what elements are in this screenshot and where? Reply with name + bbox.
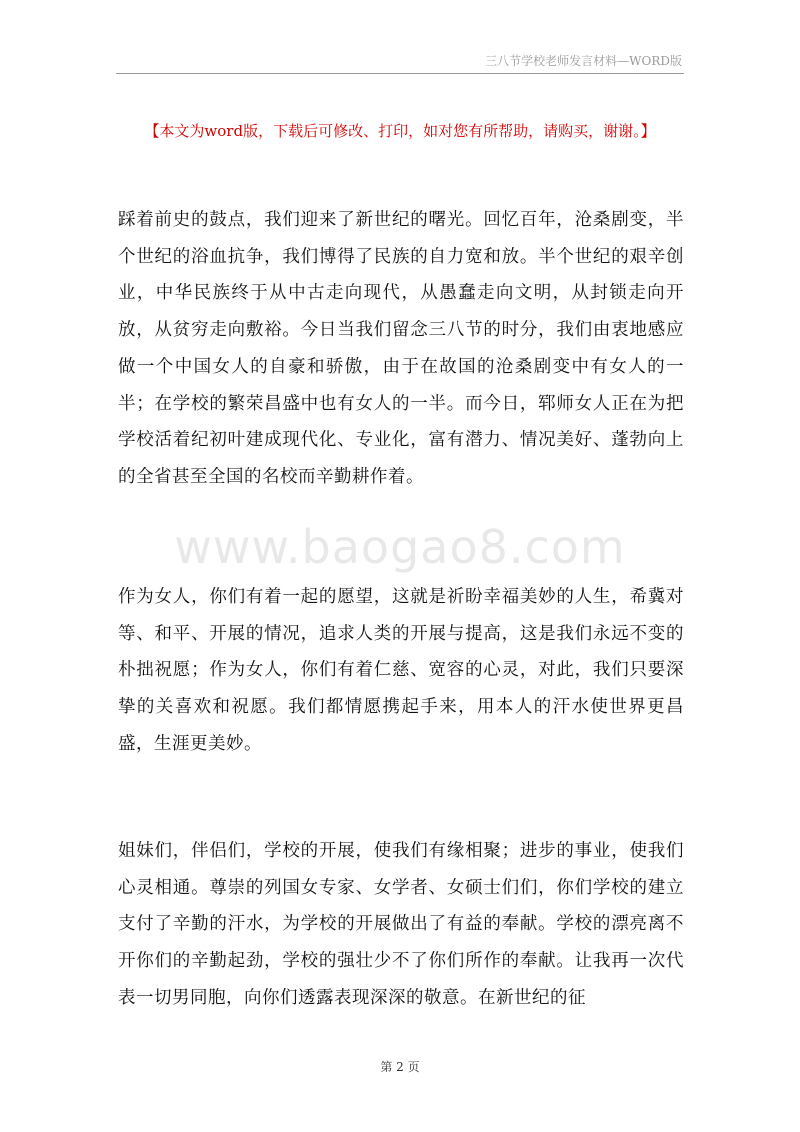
body-paragraph-1: 踩着前史的鼓点，我们迎来了新世纪的曙光。回忆百年，沧桑剧变，半个世纪的浴血抗争，我们博得了民族的自力宽和放。半个世纪的艰辛创业，中华民族终于从中古走向现代，从愚蠢走向文明，从封锁走向开放，从贫穷走向敷裕。今日当我们留念三八节的时分，我们由衷地感应做一个中国女人的自豪和骄傲，由于在故国的沧桑剧变中有女人的一半；在学校的繁荣昌盛中也有女人的一半。而今日，郓师女人正在为把学校活着纪初叶建成现代化、专业化，富有潜力、情况美好、蓬勃向上的全省甚至全国的名校而辛勤耕作着。 — [118, 210, 684, 487]
page-number: 第 2 页 — [380, 1060, 420, 1074]
purchase-notice: 【本文为word版，下载后可修改、打印，如对您有所帮助，请购买，谢谢。】 — [144, 122, 656, 140]
header-divider — [116, 73, 684, 74]
document-header-title: 三八节学校老师发言材料—WORD版 — [485, 54, 682, 68]
watermark-text: www.baogao8.com — [174, 520, 626, 574]
body-paragraph-3: 姐妹们，伴侣们，学校的开展，使我们有缘相聚；进步的事业，使我们心灵相通。尊崇的列国女专家、女学者、女硕士们们，你们学校的建立支付了辛勤的汗水，为学校的开展做出了有益的奉献。学校的漂亮离不开你们的辛勤起劲，学校的强壮少不了你们所作的奉献。让我再一次代表一切男同胞，向你们透露表现深深的敬意。在新世纪的征 — [118, 841, 684, 1008]
body-paragraph-2: 作为女人，你们有着一起的愿望，这就是祈盼幸福美妙的人生，希冀对等、和平、开展的情况，追求人类的开展与提高，这是我们永远不变的朴拙祝愿；作为女人，你们有着仁慈、宽容的心灵，对此，我们只要深挚的关喜欢和祝愿。我们都情愿携起手来，用本人的汗水使世界更昌盛，生涯更美妙。 — [118, 587, 684, 754]
